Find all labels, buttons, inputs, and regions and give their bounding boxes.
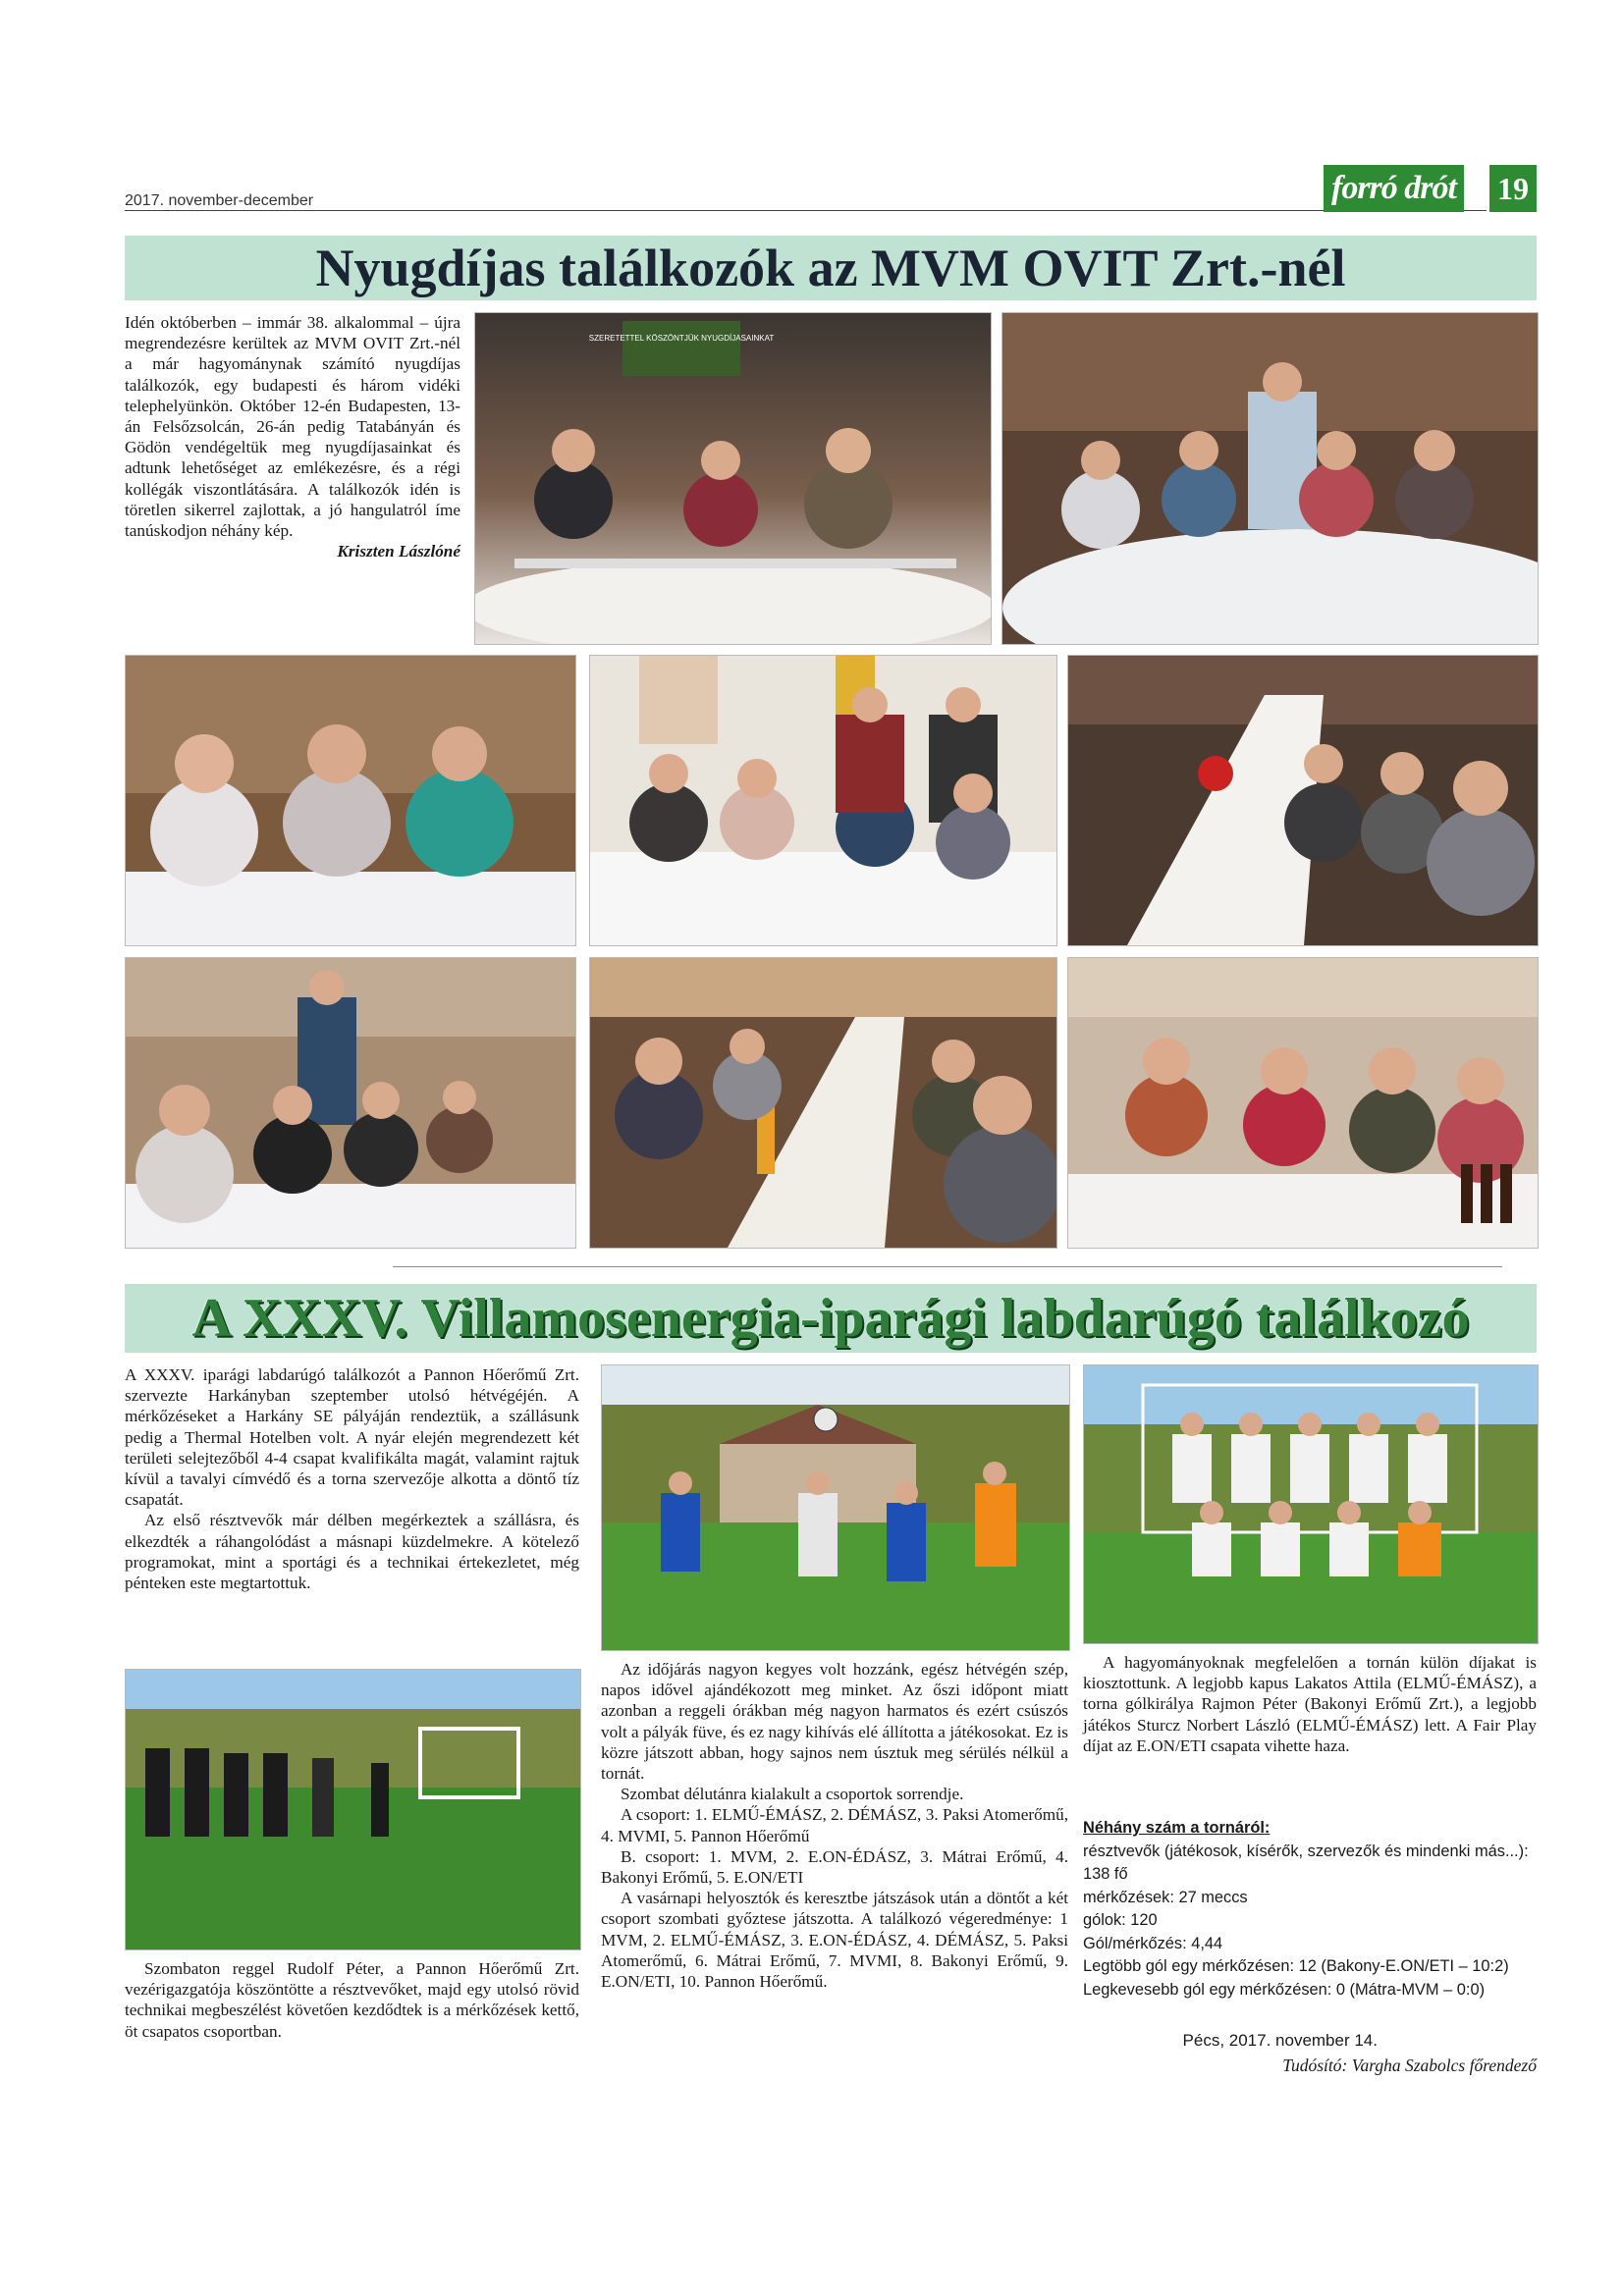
article2-col3-p1: A hagyományoknak megfelelően a tornán külön díjakat is kiosztottunk. A legjobb kapus Lakatos Attila (ELMŰ-ÉMÁSZ), a torna gólkirálya Rajmon Péter (Bakonyi Erőmű Zrt.), a legjobb játékos Sturcz Norbert László (ELMŰ-ÉMÁSZ) lett. A Fair Play díjat az E.ON/ETI csapata vihette haza. [1083, 1653, 1537, 1755]
photo-budapest-hall [474, 312, 992, 645]
stats-heading: Néhány szám a tornáról: [1083, 1819, 1271, 1837]
photo-ladies-hall [1067, 957, 1539, 1249]
stats-item: Gól/mérkőzés: 4,44 [1083, 1934, 1223, 1952]
header-rule [125, 210, 1497, 211]
article1-title: Nyugdíjas találkozók az MVM OVIT Zrt.-nél [125, 236, 1537, 300]
photo-photographer-table [125, 957, 576, 1249]
article1-author: Kriszten Lászlóné [337, 542, 460, 561]
photo-men-drinks [589, 957, 1057, 1249]
reporter: Tudósító: Vargha Szabolcs főrendező [1282, 2056, 1537, 2075]
article2-col1-p3: Szombaton reggel Rudolf Péter, a Pannon Hőerőmű Zrt. vezérigazgatója köszöntötte a résztvevőket, majd egy utolsó rövid technikai megbeszélést követően kezdődtek is a mérkőzések kettő, öt csapatos csoportban. [125, 1959, 579, 2041]
stats-item: mérkőzések: 27 meccs [1083, 1888, 1248, 1906]
photo-team-group [1083, 1364, 1539, 1644]
issue-date: 2017. november-december [125, 192, 314, 209]
section-divider [393, 1266, 1502, 1267]
article2-col2-p2: Szombat délutánra kialakult a csoportok sorrendje. [621, 1785, 964, 1804]
photo-table-guests [1001, 312, 1539, 645]
stats-item: résztvevők (játékosok, kísérők, szervezők és mindenki más...): 138 fő [1083, 1842, 1529, 1883]
article2-col1 [125, 1364, 579, 1593]
article2-col2-p3: A csoport: 1. ELMŰ-ÉMÁSZ, 2. DÉMÁSZ, 3. Paksi Atomerőmű, 4. MVMI, 5. Pannon Hőerőmű [601, 1805, 1068, 1845]
article2-title: A XXXV. Villamosenergia-iparági labdarúgó találkozó [125, 1284, 1537, 1353]
article1-body-column [125, 312, 460, 561]
article2-col1-p2: Az első résztvevők már délben megérkeztek a szállásra, és elkezdték a ráhangolódást a másnapi küzdelmekre. A kötelező programokat, mint a sportági és a technikai értekezletet, még pénteken este megtartottuk. [125, 1511, 579, 1593]
photo-village-hall-ladies [589, 655, 1057, 946]
stats-item: Legkevesebb gól egy mérkőzésen: 0 (Mátra-MVM – 0:0) [1083, 1980, 1486, 1999]
stats-item: Legtöbb gól egy mérkőzésen: 12 (Bakony-E.ON/ETI – 10:2) [1083, 1957, 1509, 1975]
article2-col2 [601, 1659, 1068, 1992]
article1-body: Idén októberben – immár 38. alkalommal – újra megrendezésre kerültek az MVM OVIT Zrt.-nél a már hagyománynak számító nyugdíjas találkozók, egy budapesti és három vidéki telephelyünkön. Október 12-én Budapesten, 13-án Felsőzsolcán, 26-án pedig Tatabányán és Gödön vendégeltük meg nyugdíjasainkat és adtunk lehetőséget az emlékezésre, és a régi kollégák viszontlátására. A találkozók idén is töretlen sikerrel zajlottak, a jó hangulatról íme tanúskodjon néhány kép. [125, 313, 460, 541]
brand-logo: forró drót [1324, 165, 1464, 212]
article2-col1-p1: A XXXV. iparági labdarúgó találkozót a Pannon Hőerőmű Zrt. szervezte Harkányban szeptember utolsó hétvégéjén. A mérkőzéseket a Harkány SE pályáján rendeztük, a szállásunk pedig a Thermal Hotelben volt. A nyár elején megrendezett két területi selejtezőből 4-4 csapat kvalifikálta magát, valamint rajtuk kívül a tavalyi címvédő és a torna szervezője alkotta a döntő tíz csapatát. [125, 1365, 579, 1510]
photo-match-action [601, 1364, 1070, 1651]
stats-box [1083, 1817, 1537, 2002]
photo-officials-field [125, 1669, 581, 1950]
photo-ladies-table [125, 655, 576, 946]
photo-long-table-men [1067, 655, 1539, 946]
page-number: 19 [1489, 165, 1537, 212]
screen-text: SZERETETTEL KÖSZÖNTJÜK NYUGDÍJASAINKAT [588, 334, 775, 343]
article2-col2-p1: Az időjárás nagyon kegyes volt hozzánk, egész hétvégén szép, napos idővel ajándékozott meg minket. Az őszi időpont miatt azonban a reggeli órákban még nagyon harmatos és ezért csúszós volt a pályák füve, és ez nagy kihívás elé állította a játékosokat. Ez is közre játszott abban, hogy sajnos nem úsztuk meg sérülés nélkül a tornát. [601, 1660, 1068, 1784]
stats-item: gólok: 120 [1083, 1911, 1158, 1929]
place-date: Pécs, 2017. november 14. [1182, 2031, 1378, 2050]
article2-col2-p5: A vasárnapi helyosztók és keresztbe játszások után a döntőt a két csoport szombati győztese játszotta. A találkozó végeredménye: 1 MVM, 2. ELMŰ-ÉMÁSZ, 3. E.ON-ÉDÁSZ, 4. DÉMÁSZ, 5. Paksi Atomerőmű, 6. Mátrai Erőmű, 7. MVMI, 8. Bakonyi Erőmű, 9. E.ON/ETI, 10. Pannon Hőerőmű. [601, 1889, 1068, 1992]
article2-col3 [1083, 1652, 1537, 1756]
article2-col2-p4: B. csoport: 1. MVM, 2. E.ON-ÉDÁSZ, 3. Mátrai Erőmű, 4. Bakonyi Erőmű, 5. E.ON/ETI [601, 1846, 1068, 1888]
article2-col1-bottom [125, 1958, 579, 2042]
